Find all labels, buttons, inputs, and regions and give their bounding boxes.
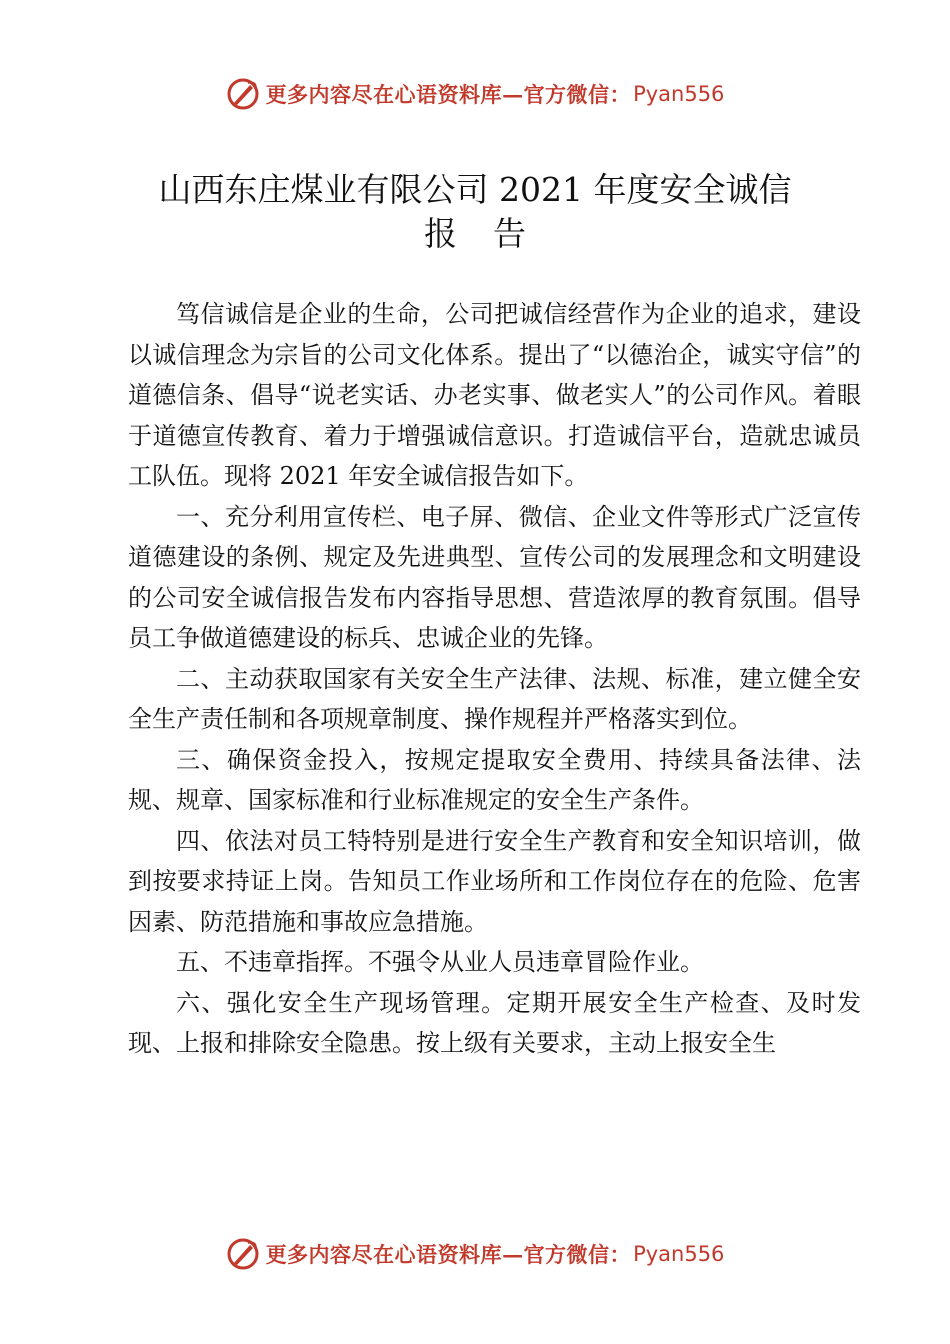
paragraph-item-2: 二、主动获取国家有关安全生产法律、法规、标准，建立健全安全生产责任制和各项规章制度、操作规程并严格落实到位。	[128, 664, 861, 733]
paragraph-item-3: 三、确保资金投入，按规定提取安全费用、持续具备法律、法规、规章、国家标准和行业标准规定的安全生产条件。	[128, 745, 861, 814]
quill-pen-logo-icon	[226, 77, 260, 111]
watermark-separator: —	[502, 81, 524, 107]
watermark-wechat-id: Pyan556	[633, 1242, 725, 1266]
paragraph-item-6: 六、强化安全生产现场管理。定期开展安全生产检查、及时发现、上报和排除安全隐患。按上级有关要求，主动上报安全生	[128, 988, 861, 1057]
watermark-wechat-id: Pyan556	[633, 82, 725, 106]
document-title	[100, 168, 850, 256]
watermark-text: 更多内容尽在心语资料库	[265, 82, 503, 107]
watermark-wechat-label: 官方微信：	[523, 82, 632, 107]
document-title-line1: 山西东庄煤业有限公司 2021 年度安全诚信	[158, 170, 792, 209]
paragraph-item-5: 五、不违章指挥。不强令从业人员违章冒险作业。	[176, 948, 704, 976]
watermark-wechat-label: 官方微信：	[523, 1242, 632, 1267]
document-title-line2: 报告	[424, 214, 562, 253]
watermark-banner-bottom	[0, 1234, 950, 1274]
paragraph-intro: 笃信诚信是企业的生命，公司把诚信经营作为企业的追求，建设以诚信理念为宗旨的公司文化体系。提出了“以德治企，诚实守信”的道德信条、倡导“说老实话、办老实事、做老实人”的公司作风。着眼于道德宣传教育、着力于增强诚信意识。打造诚信平台，造就忠诚员工队伍。现将 2021 年安全诚信报告如下。	[128, 300, 861, 490]
watermark-text: 更多内容尽在心语资料库	[265, 1242, 503, 1267]
quill-pen-logo-icon	[226, 1237, 260, 1271]
watermark-banner-top	[0, 74, 950, 114]
paragraph-item-4: 四、依法对员工特特别是进行安全生产教育和安全知识培训，做到按要求持证上岗。告知员工作业场所和工作岗位存在的危险、危害因素、防范措施和事故应急措施。	[128, 826, 861, 936]
document-body	[128, 294, 861, 1064]
watermark-separator: —	[502, 1241, 524, 1267]
paragraph-item-1: 一、充分利用宣传栏、电子屏、微信、企业文件等形式广泛宣传道德建设的条例、规定及先进典型、宣传公司的发展理念和文明建设的公司安全诚信报告发布内容指导思想、营造浓厚的教育氛围。倡导员工争做道德建设的标兵、忠诚企业的先锋。	[128, 502, 861, 652]
